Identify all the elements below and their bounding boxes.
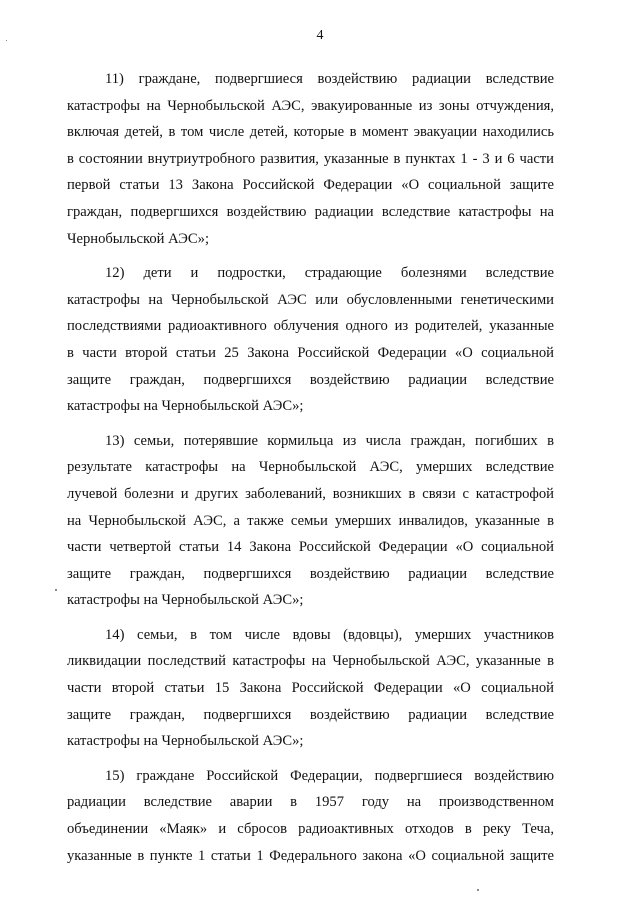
text-line: части второй статьи 15 Закона Российской Федерации «О социальной (67, 680, 554, 697)
text-line: лучевой болезни и других заболеваний, возникших в связи с катастрофой (67, 485, 554, 502)
text-line: включая детей, в том числе детей, которые в момент эвакуации находились (67, 124, 554, 141)
paragraph-item-13 (67, 428, 554, 614)
text-line: катастрофы на Чернобыльской АЭС»; (67, 398, 304, 415)
paragraph-item-11 (67, 66, 554, 252)
text-line: 15) граждане Российской Федерации, подвергшиеся воздействию (105, 767, 554, 784)
text-line: защите граждан, подвергшихся воздействию радиации вследствие (67, 371, 554, 388)
text-line: защите граждан, подвергшихся воздействию радиации вследствие (67, 706, 554, 723)
text-line: 13) семьи, потерявшие кормильца из числа граждан, погибших в (105, 432, 554, 449)
text-line: объединении «Маяк» и сбросов радиоактивных отходов в реку Теча, (67, 821, 554, 838)
paragraph-item-12 (67, 260, 554, 420)
text-line: катастрофы на Чернобыльской АЭС»; (67, 733, 304, 750)
text-line: на Чернобыльской АЭС, а также семьи умерших инвалидов, указанные в (67, 512, 554, 529)
text-line: катастрофы на Чернобыльской АЭС»; (67, 592, 304, 609)
scan-speck (55, 589, 57, 591)
page-number: 4 (316, 28, 324, 43)
text-line: указанные в пункте 1 статьи 1 Федерального закона «О социальной защите (67, 847, 554, 864)
text-line: граждан, подвергшихся воздействию радиации вследствие катастрофы на (67, 203, 554, 220)
text-line: результате катастрофы на Чернобыльской АЭС, умерших вследствие (67, 459, 554, 476)
document-body (67, 66, 554, 877)
text-line: Чернобыльской АЭС»; (67, 230, 210, 247)
text-line: защите граждан, подвергшихся воздействию радиации вследствие (67, 565, 554, 582)
paragraph-item-14 (67, 622, 554, 755)
text-line: в состоянии внутриутробного развития, указанные в пунктах 1 - 3 и 6 части (67, 150, 554, 167)
scan-speck (6, 40, 7, 41)
text-line: 14) семьи, в том числе вдовы (вдовцы), умерших участников (105, 626, 554, 643)
text-line: катастрофы на Чернобыльской АЭС, эвакуированные из зоны отчуждения, (67, 97, 554, 114)
text-line: радиации вследствие аварии в 1957 году на производственном (67, 794, 554, 811)
text-line: 11) граждане, подвергшиеся воздействию радиации вследствие (105, 71, 554, 87)
paragraph-item-15 (67, 763, 554, 869)
text-line: 12) дети и подростки, страдающие болезнями вследствие (105, 265, 554, 282)
text-line: катастрофы на Чернобыльской АЭС или обусловленными генетическими (67, 291, 554, 308)
text-line: в части второй статьи 25 Закона Российской Федерации «О социальной (67, 344, 554, 361)
text-line: последствиями радиоактивного облучения одного из родителей, указанные (67, 318, 554, 335)
text-line: первой статьи 13 Закона Российской Федерации «О социальной защите (67, 177, 554, 194)
text-line: ликвидации последствий катастрофы на Чернобыльской АЭС, указанные в (67, 653, 554, 670)
text-line: части четвертой статьи 14 Закона Российской Федерации «О социальной (67, 539, 554, 556)
scan-speck (477, 889, 479, 891)
